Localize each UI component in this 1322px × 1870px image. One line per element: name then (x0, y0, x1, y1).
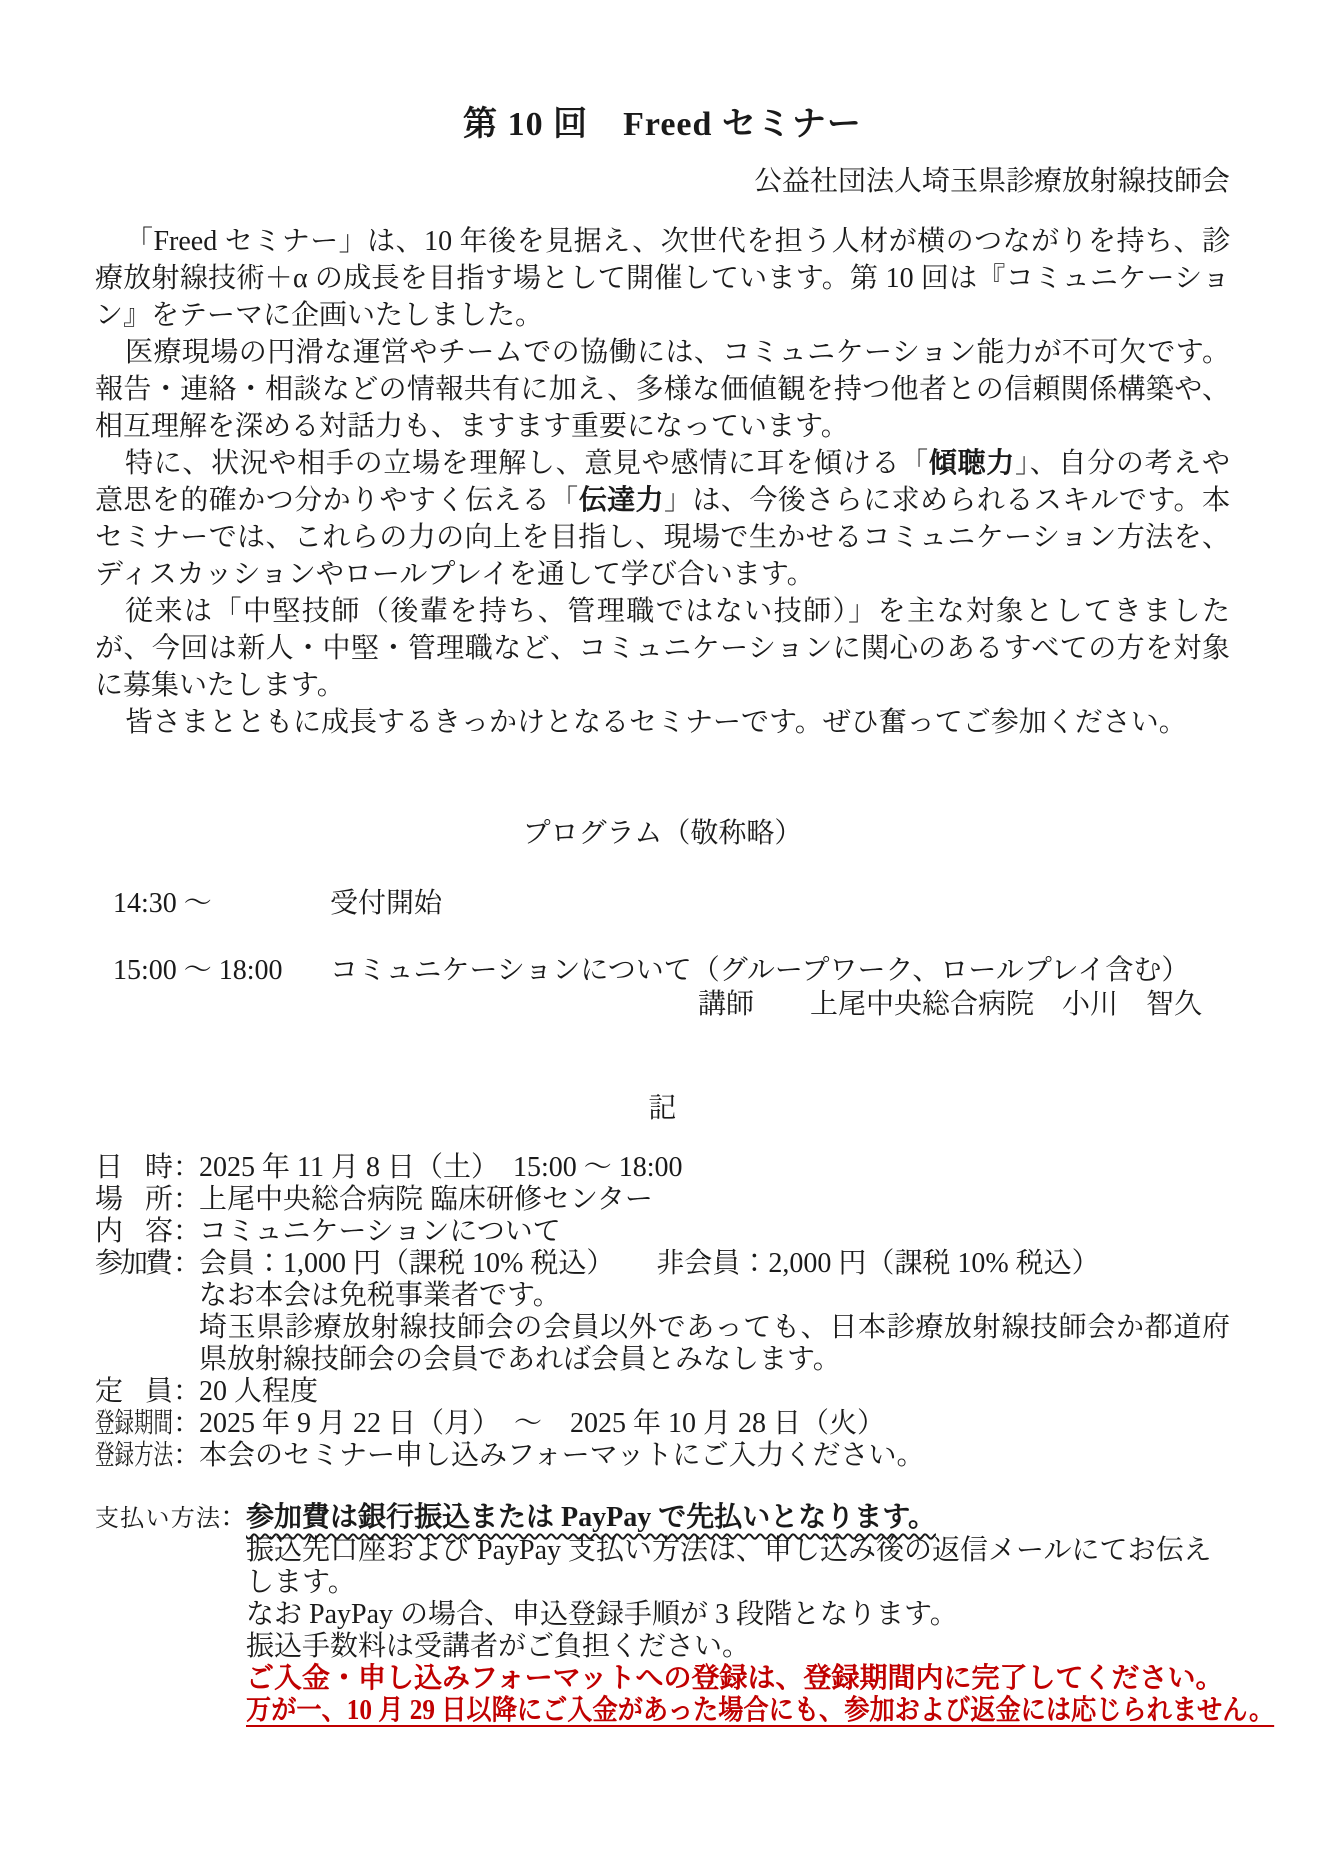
record-value: コミュニケーションについて (199, 1216, 561, 1247)
intro-paragraph-4: 従来は「中堅技師（後輩を持ち、管理職ではない技師）」を主な対象としてきましたが、今回は新人・中堅・管理職など、コミュニケーションに関心のあるすべての方を対象に募集いたします。 (95, 596, 1230, 701)
intro-section (95, 223, 1230, 741)
intro-paragraph-2: 医療現場の円滑な運営やチームでの協働には、コミュニケーション能力が不可欠です。報告・連絡・相談などの情報共有に加え、多様な価値観を持つ他者との信頼関係構築や、相互理解を深める対話力も、ますます重要になっています。 (95, 337, 1230, 442)
payment-section (95, 1502, 1275, 1727)
record-label: 参加費 (95, 1248, 171, 1279)
organization-name: 公益社団法人埼玉県診療放射線技師会 (753, 166, 1230, 197)
record-value-fee (199, 1248, 1230, 1376)
program-description: コミュニケーションについて（グループワーク、ロールプレイ含む） (330, 955, 1190, 986)
record-colon: ： (173, 1408, 202, 1439)
payment-detail-line: 振込先口座および PayPay 支払い方法は、申し込み後の返信メールにてお伝えします。 (246, 1535, 1212, 1598)
record-label: 登録期間 (95, 1408, 173, 1439)
keyword-communication-skill: 伝達力 (578, 485, 664, 516)
fee-amounts: 会員：1,000 円（課税 10% 税込） 非会員：2,000 円（課税 10% 税込） (199, 1248, 1100, 1279)
record-value: 上尾中央総合病院 臨床研修センター (199, 1184, 653, 1215)
record-row-place (95, 1184, 1230, 1216)
record-value: 2025 年 11 月 8 日（土） 15:00 ～ 18:00 (199, 1152, 683, 1183)
record-row-content (95, 1216, 1230, 1248)
program-row (95, 954, 1230, 988)
record-colon: ： (173, 1440, 202, 1471)
record-section (95, 1152, 1230, 1472)
record-label: 場所 (95, 1184, 173, 1215)
payment-label: 支払い方法 (95, 1506, 220, 1532)
intro-p3-text: 特に、状況や相手の立場を理解し、意見や感情に耳を傾ける「 (125, 448, 929, 479)
record-label: 登録方法 (95, 1440, 173, 1471)
record-row-datetime (95, 1152, 1230, 1184)
intro-p3-text: 」は、今後さらに求められるスキルです。本セミナーでは、これらの力の向上を目指し、現場で生かせるコミュニケーション方法を、ディスカッションやロールプレイを通して学び合います。 (95, 485, 1230, 590)
record-label: 日時 (95, 1152, 173, 1183)
record-row-fee (95, 1248, 1230, 1376)
record-label: 内容 (95, 1216, 173, 1247)
payment-main-statement: 参加費は銀行振込または PayPay で先払いとなります。 (246, 1502, 936, 1533)
program-time: 14:30 ～ (113, 888, 212, 919)
payment-colon: ： (220, 1502, 249, 1533)
program-row (95, 887, 1230, 921)
record-row-registration-period (95, 1408, 1230, 1440)
lecturer-line: 講師 上尾中央総合病院 小川 智久 (697, 989, 1202, 1020)
payment-warning-deadline: ご入金・申し込みフォーマットへの登録は、登録期間内に完了してください。 (246, 1663, 1224, 1694)
payment-detail-line: 振込手数料は受講者がご負担ください。 (246, 1631, 751, 1662)
record-colon: ： (173, 1248, 202, 1279)
program-time: 15:00 ～ 18:00 (113, 955, 283, 986)
intro-p3-text: 」、自分の考えや意思を的確かつ分かりやすく伝える「 (95, 448, 1230, 516)
record-colon: ： (173, 1152, 202, 1183)
fee-note-membership: 埼玉県診療放射線技師会の会員以外であっても、日本診療放射線技師会か都道府県放射線技師会の会員であれば会員とみなします。 (199, 1312, 1230, 1375)
record-colon: ： (173, 1216, 202, 1247)
page-title: 第 10 回 Freed セミナー (463, 106, 862, 143)
intro-paragraph-5: 皆さまとともに成長するきっかけとなるセミナーです。ぜひ奮ってご参加ください。 (125, 707, 1187, 738)
payment-detail-line: なお PayPay の場合、申込登録手順が 3 段階となります。 (246, 1599, 958, 1630)
record-label: 定員 (95, 1376, 173, 1407)
record-value: 本会のセミナー申し込みフォーマットにご入力ください。 (199, 1440, 925, 1471)
record-colon: ： (173, 1184, 202, 1215)
program-heading: プログラム（敬称略） (522, 818, 803, 849)
payment-warning-no-refund: 万が一、10 月 29 日以降にご入金があった場合にも、参加および返金には応じられません。 (246, 1695, 1275, 1726)
record-value: 2025 年 9 月 22 日（月） ～ 2025 年 10 月 28 日（火） (199, 1408, 886, 1439)
program-description: 受付開始 (330, 888, 443, 919)
record-row-capacity (95, 1376, 1230, 1408)
payment-method-row (95, 1502, 1230, 1535)
keyword-listening-skill: 傾聴力 (928, 448, 1016, 479)
intro-paragraph-1: 「Freed セミナー」は、10 年後を見据え、次世代を担う人材が横のつながりを持ち、診療放射線技術＋α の成長を目指す場として開催しています。第 10 回は『コミュニケーション』をテーマに企画いたしました。 (95, 226, 1230, 331)
intro-paragraph-3 (95, 445, 1230, 593)
fee-note-tax-exempt: なお本会は免税事業者です。 (199, 1280, 561, 1311)
record-value: 20 人程度 (199, 1376, 319, 1407)
record-row-registration-method (95, 1440, 1230, 1472)
record-heading: 記 (648, 1093, 677, 1124)
record-colon: ： (173, 1376, 202, 1407)
